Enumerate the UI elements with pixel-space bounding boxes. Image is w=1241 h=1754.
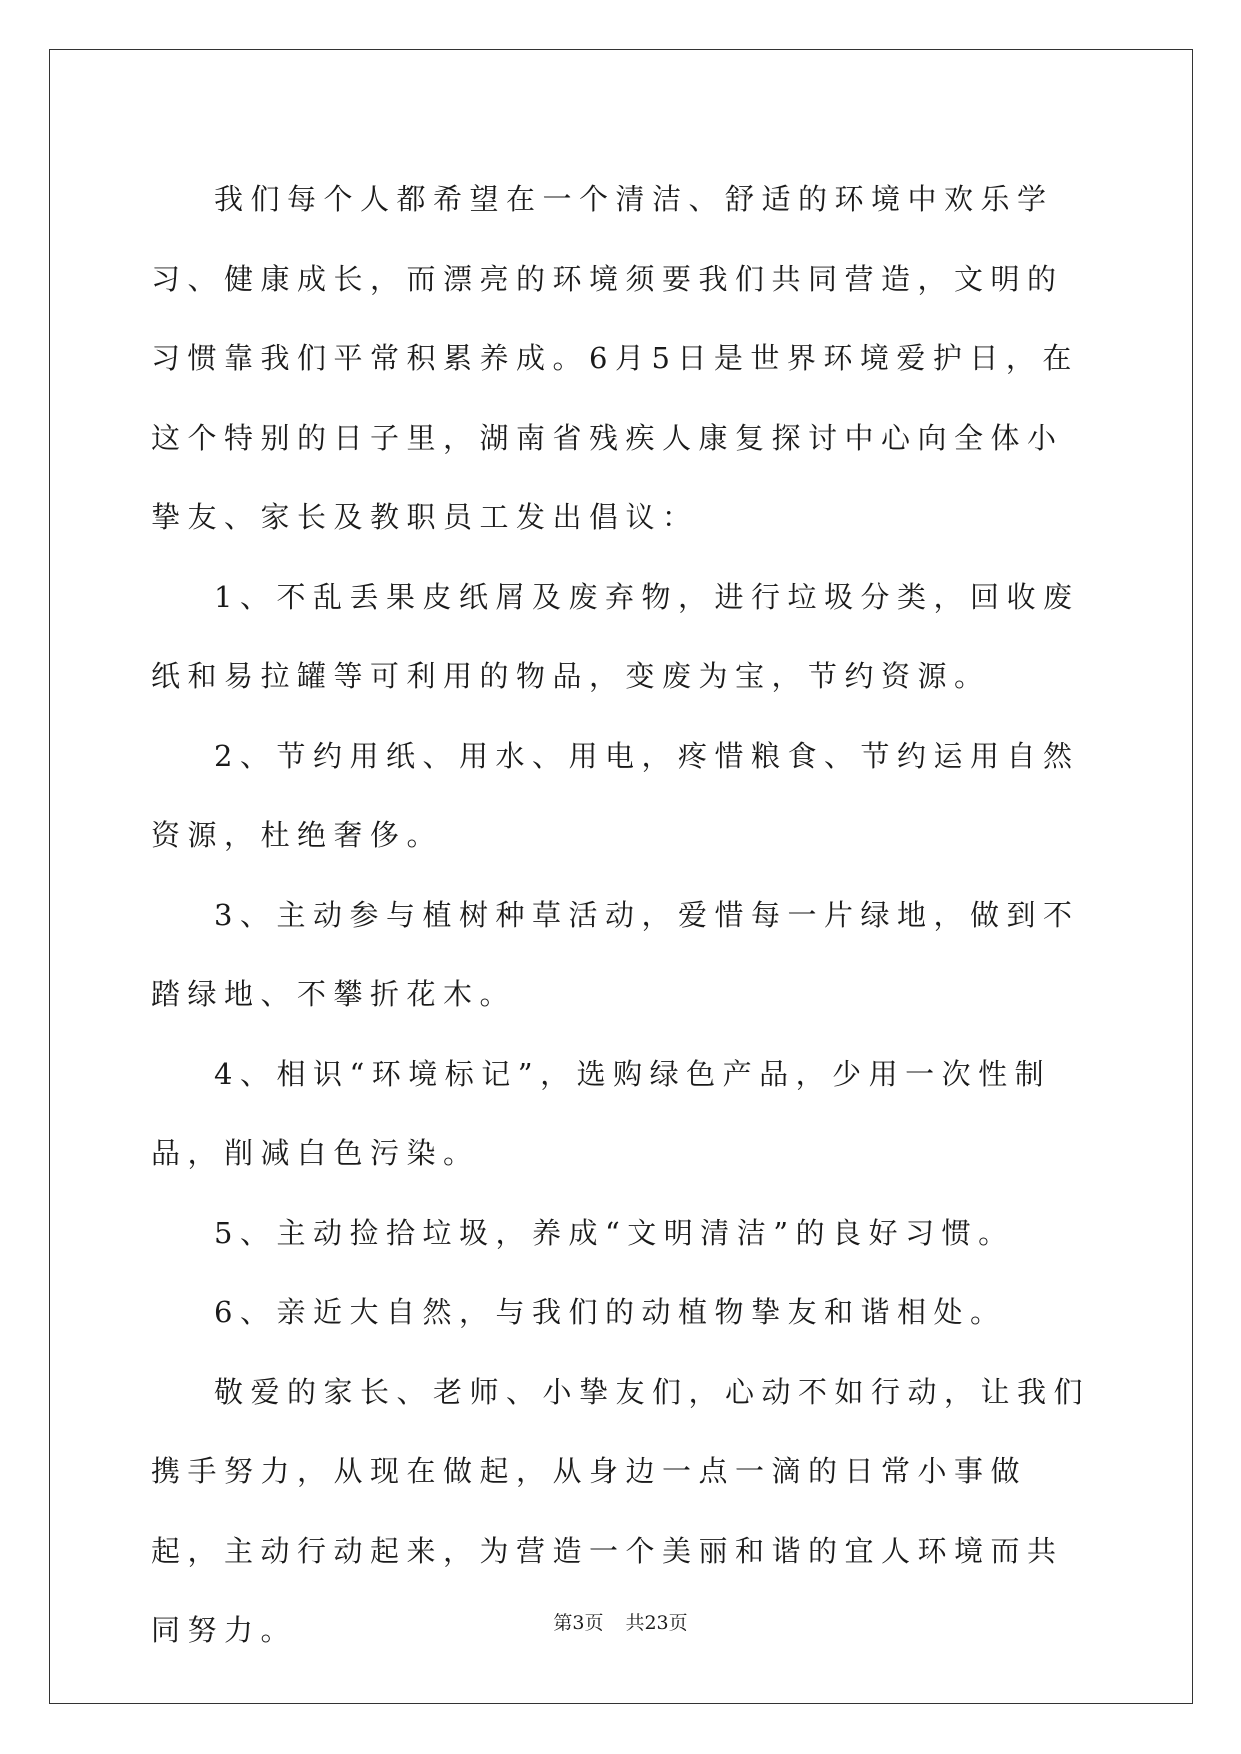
paragraph-item-2: 2、节约用纸、用水、用电，疼惜粮食、节约运用自然资源，杜绝奢侈。 — [151, 738, 1080, 852]
page-footer — [0, 1608, 1241, 1635]
document-body — [151, 160, 1096, 1671]
paragraph-item-4: 4、相识“环境标记”，选购绿色产品，少用一次性制品，削减白色污染。 — [151, 1056, 1052, 1170]
total-page-count: 共23页 — [625, 1612, 688, 1634]
current-page-number: 第3页 — [553, 1612, 604, 1634]
paragraph-closing: 敬爱的家长、老师、小挚友们，心动不如行动，让我们携手努力，从现在做起，从身边一点一滴的日常小事做起，主动行动起来，为营造一个美丽和谐的宜人环境而共同努力。 — [151, 1374, 1091, 1647]
paragraph-item-3: 3、主动参与植树种草活动，爱惜每一片绿地，做到不踏绿地、不攀折花木。 — [151, 897, 1080, 1011]
paragraph-intro: 我们每个人都希望在一个清洁、舒适的环境中欢乐学习、健康成长，而漂亮的环境须要我们共同营造，文明的习惯靠我们平常积累养成。6月5日是世界环境爱护日，在这个特别的日子里，湖南省残疾人康复探讨中心向全体小挚友、家长及教职员工发出倡议： — [151, 182, 1079, 534]
paragraph-item-5: 5、主动捡拾垃圾，养成“文明清洁”的良好习惯。 — [214, 1215, 1015, 1250]
paragraph-item-1: 1、不乱丢果皮纸屑及废弃物，进行垃圾分类，回收废纸和易拉罐等可利用的物品，变废为宝，节约资源。 — [151, 579, 1080, 693]
paragraph-item-6: 6、亲近大自然，与我们的动植物挚友和谐相处。 — [214, 1295, 1007, 1329]
